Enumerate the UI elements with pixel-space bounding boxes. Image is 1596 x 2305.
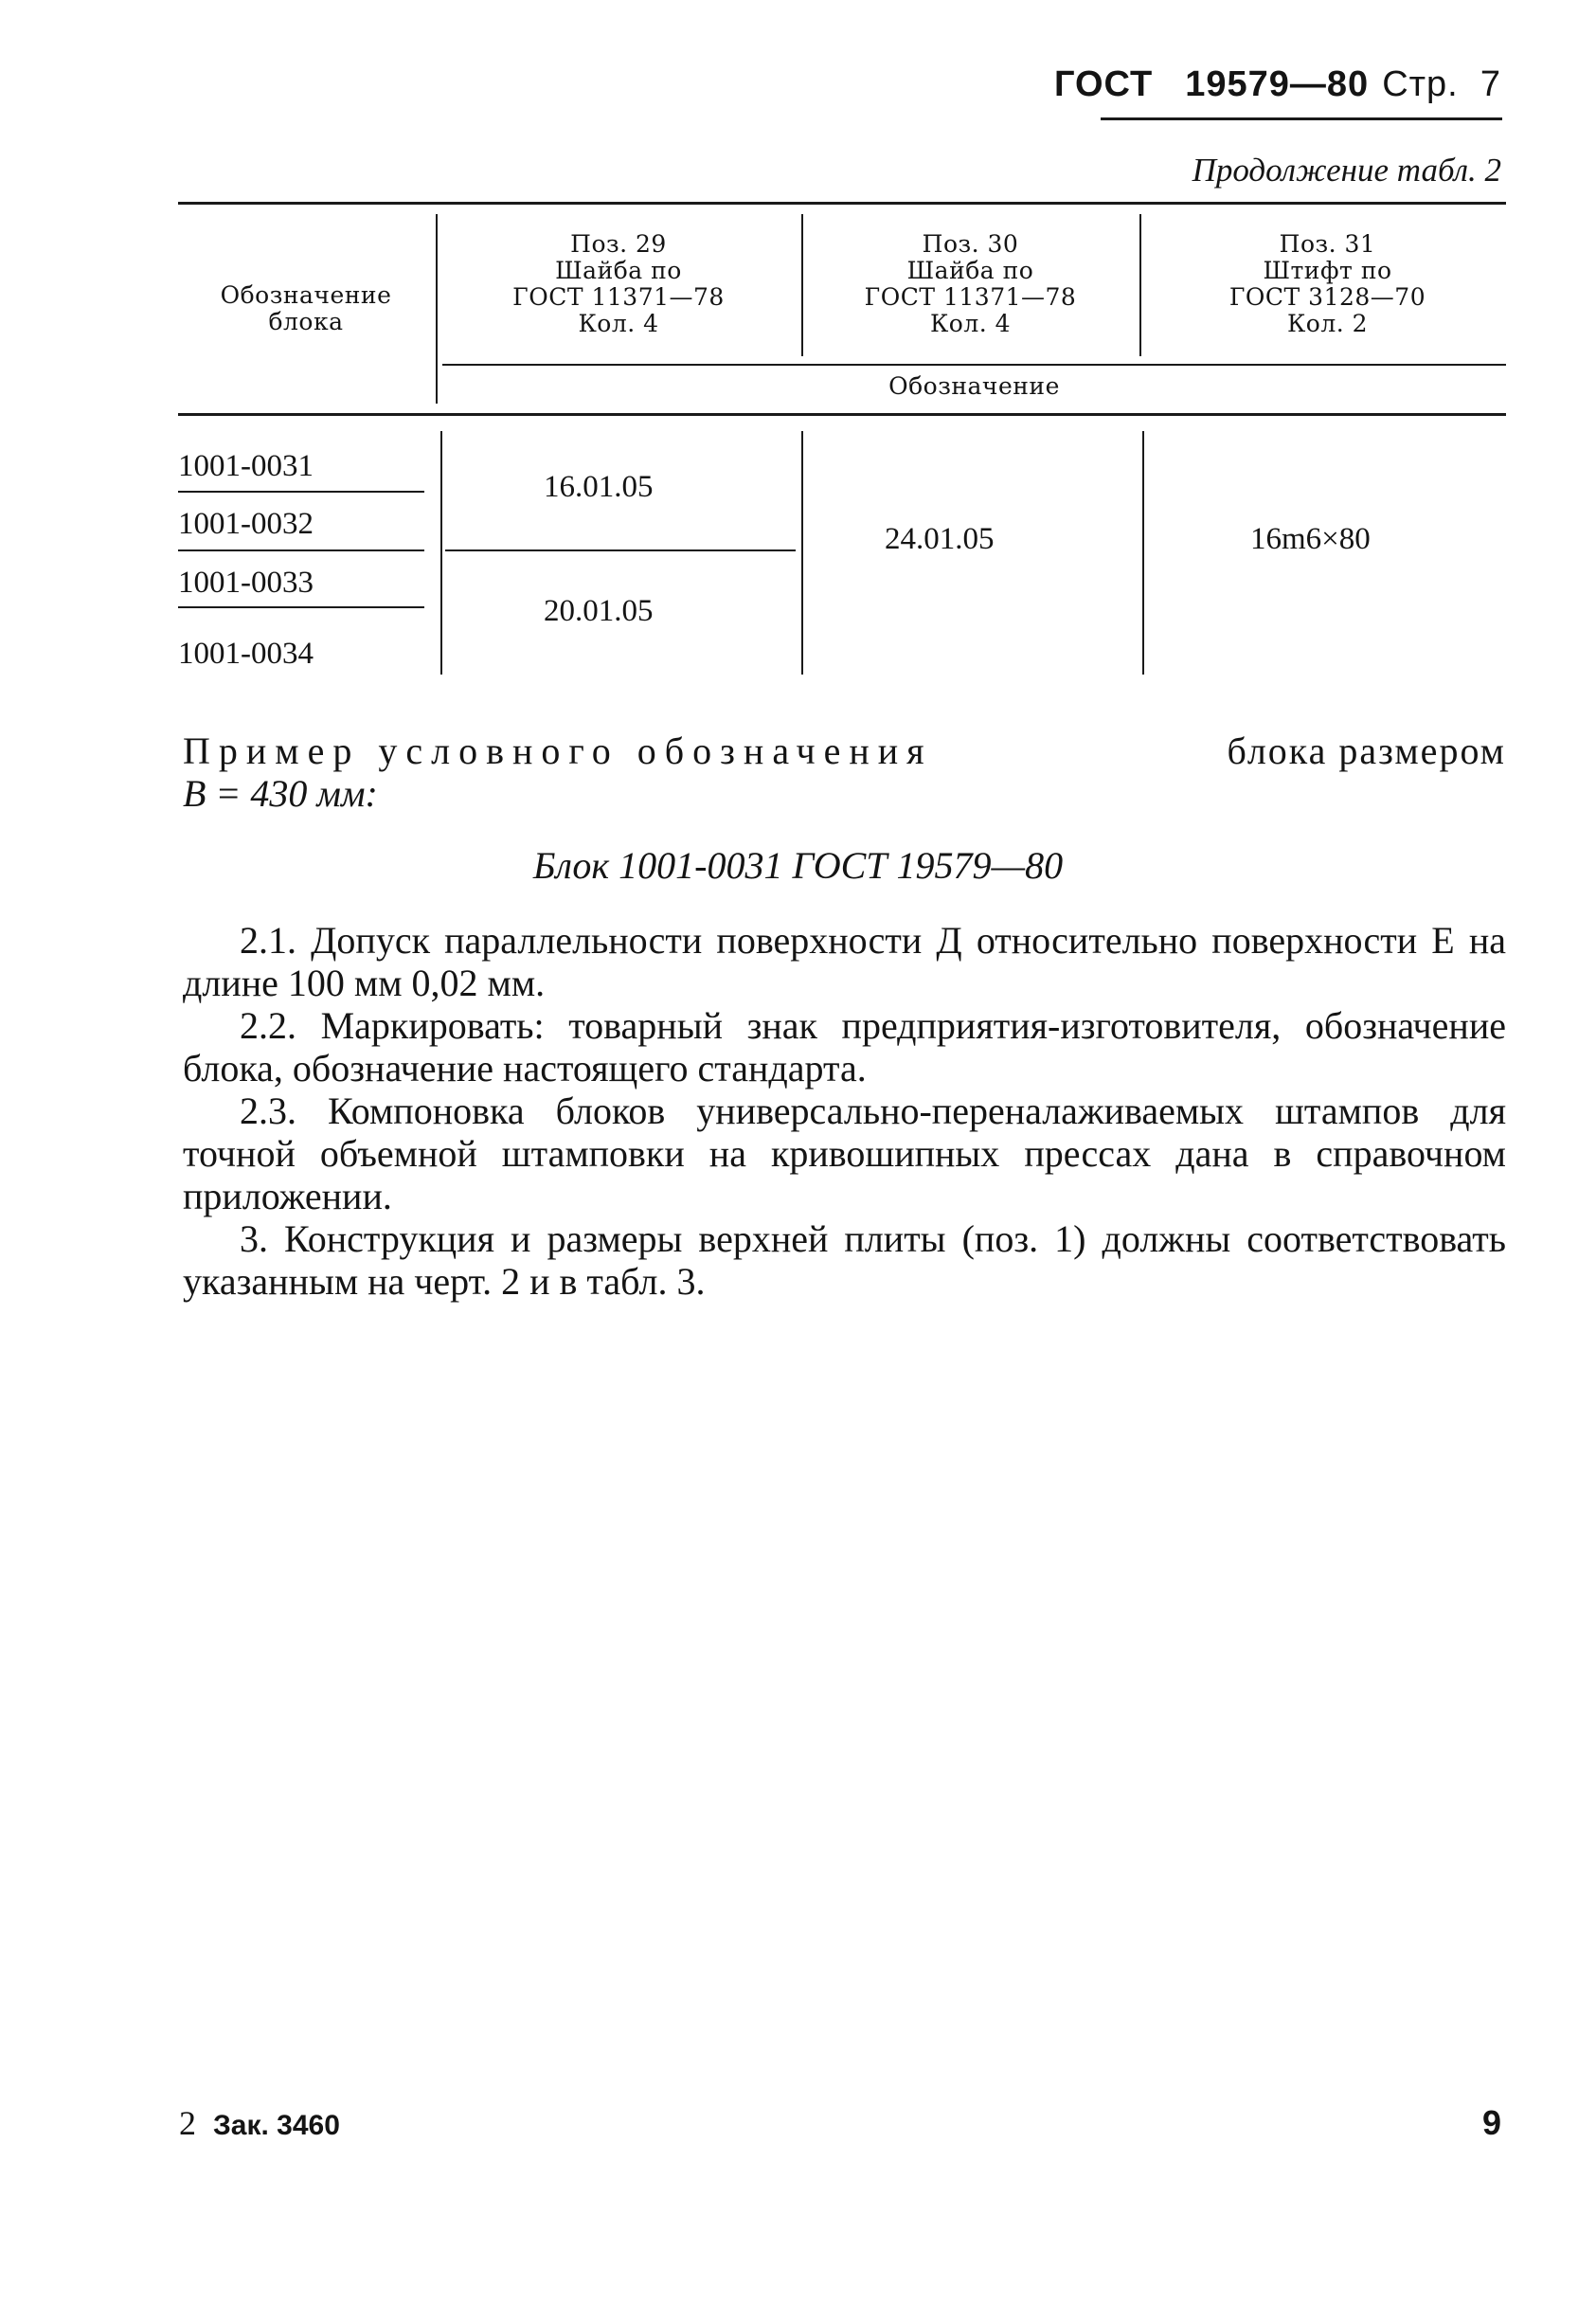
footer-left-number: 2: [179, 2104, 196, 2142]
example-tail: блока размером: [1227, 729, 1506, 772]
footer-page-number: 9: [1481, 2103, 1501, 2142]
header-text: Кол. 2: [1286, 310, 1369, 337]
subheader-rule: [442, 364, 1506, 366]
pos31-value: 16m6×80: [1250, 522, 1371, 556]
paragraph-3: 3. Конструкция и размеры верхней плиты (поз. 1) должны соответствовать указанным на черт. 2 и в табл. 3.: [183, 1217, 1506, 1303]
table-row-name: 1001-0032: [178, 507, 314, 541]
header-text: Шайба по: [906, 257, 1034, 284]
header-text: Кол. 4: [578, 310, 659, 337]
footer-order-text: Зак. 3460: [213, 2110, 340, 2141]
header-page-label: Стр.: [1382, 64, 1459, 104]
table-divider: [436, 214, 438, 404]
table-continuation-label: Продолжение табл. 2: [1192, 152, 1501, 189]
table-divider: [801, 214, 803, 356]
header-text: ГОСТ 3128—70: [1228, 283, 1426, 311]
row-rule: [178, 491, 424, 493]
example-paragraph: [183, 729, 1506, 815]
header-rule: [1101, 117, 1502, 120]
example-line1: [183, 729, 1506, 772]
table-divider: [801, 431, 803, 675]
table-divider: [1142, 431, 1144, 675]
example-line2: B = 430 мм:: [183, 772, 378, 815]
pos29-value: 16.01.05: [544, 470, 654, 504]
table-row-name: 1001-0031: [178, 449, 314, 483]
header-text: Шайба по: [555, 257, 682, 284]
header-text: блока: [268, 308, 344, 335]
header-number: 19579—80: [1185, 64, 1370, 104]
paragraph-2-1: 2.1. Допуск параллельности поверхности Д относительно поверхности Е на длине 100 мм 0,02 мм.: [183, 919, 1506, 1004]
header-block-col: [186, 282, 426, 335]
row-rule: [178, 606, 424, 608]
subheader-label: Обозначение: [888, 372, 1060, 400]
table-top-rule: [178, 202, 1506, 205]
table-row-name: 1001-0034: [178, 637, 314, 671]
paragraph-2-3: 2.3. Компоновка блоков универсально-переналаживаемых штампов для точной объемной штамповки на кривошипных прессах дана в справочном приложении.: [183, 1089, 1506, 1217]
table-divider: [1139, 214, 1141, 356]
table-divider: [440, 431, 442, 675]
header-text: Поз. 29: [570, 230, 667, 258]
page-header: [1054, 64, 1501, 105]
table-row-name: 1001-0033: [178, 566, 314, 600]
example-lead: Пример условного обозначения: [183, 729, 933, 772]
pos29-split-rule: [445, 549, 796, 551]
header-pos31: [1149, 231, 1506, 337]
header-standard: ГОСТ: [1053, 64, 1154, 104]
paragraph-2-2: 2.2. Маркировать: товарный знак предприятия-изготовителя, обозначение блока, обозначение настоящего стандарта.: [183, 1004, 1506, 1089]
header-pos30: [811, 231, 1130, 337]
header-text: Штифт по: [1263, 257, 1392, 284]
header-text: ГОСТ 11371—78: [512, 283, 725, 311]
header-text: Обозначение: [220, 281, 392, 309]
row-rule: [178, 549, 424, 551]
header-text: ГОСТ 11371—78: [864, 283, 1077, 311]
pos29-value: 20.01.05: [544, 594, 654, 628]
block-designation: Блок 1001-0031 ГОСТ 19579—80: [532, 844, 1064, 887]
header-text: Поз. 31: [1279, 230, 1376, 258]
pos30-value: 24.01.05: [885, 522, 995, 556]
header-page-number: 7: [1479, 64, 1501, 104]
header-text: Кол. 4: [929, 310, 1012, 337]
footer-order: [179, 2103, 340, 2143]
header-text: Поз. 30: [922, 230, 1019, 258]
header-pos29: [445, 231, 792, 337]
table-header-bottom-rule: [178, 413, 1506, 416]
